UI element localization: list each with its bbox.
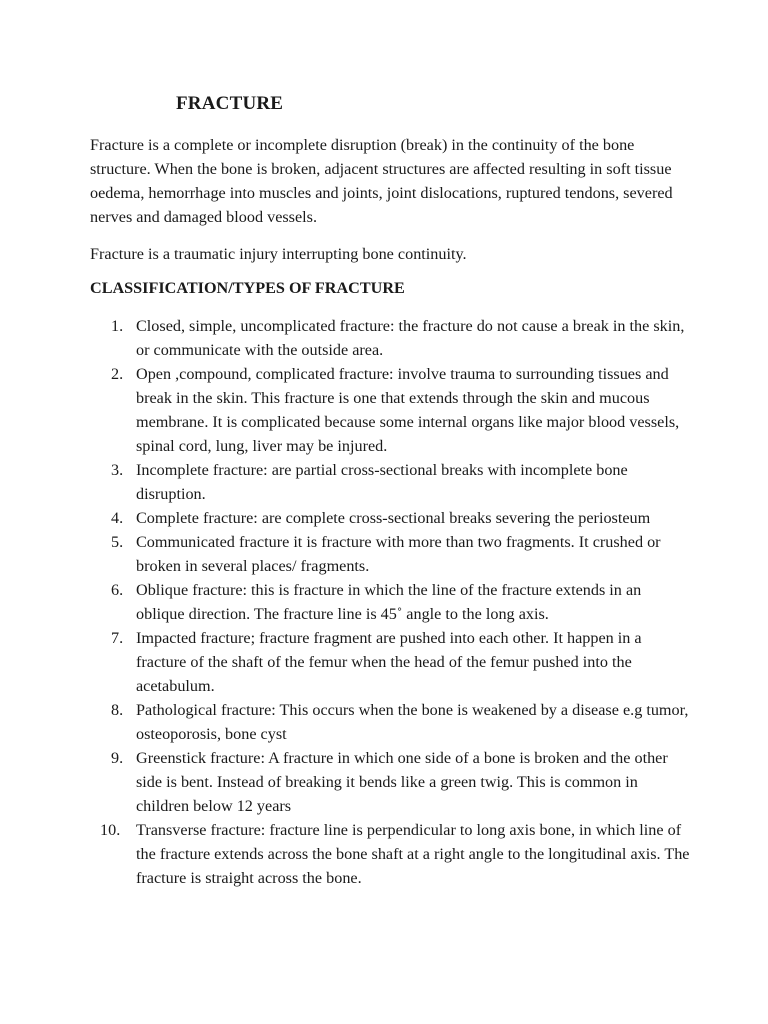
fracture-types-list: [90, 314, 690, 890]
list-item: [90, 746, 690, 818]
list-item: [90, 530, 690, 578]
summary-paragraph: Fracture is a traumatic injury interrupting bone continuity.: [90, 245, 467, 263]
list-item: [90, 578, 690, 626]
list-item-text: Closed, simple, uncomplicated fracture: the fracture do not cause a break in the skin, or communicate with the outside area.: [136, 317, 685, 359]
classification-heading: CLASSIFICATION/TYPES OF FRACTURE: [90, 279, 405, 297]
list-item-text: Incomplete fracture: are partial cross-sectional breaks with incomplete bone disruption.: [136, 461, 628, 503]
list-item: [90, 698, 690, 746]
list-item-text: Pathological fracture: This occurs when the bone is weakened by a disease e.g tumor, osteoporosis, bone cyst: [136, 701, 689, 743]
list-item-text: Transverse fracture: fracture line is perpendicular to long axis bone, in which line of the fracture extends across the bone shaft at a right angle to the longitudinal axis. The fracture is straight across the bone.: [136, 821, 690, 887]
list-item-text: Complete fracture: are complete cross-sectional breaks severing the periosteum: [136, 509, 651, 527]
list-item: [90, 362, 690, 458]
list-item-number: 1.: [111, 317, 124, 335]
list-item-number: 10.: [100, 821, 121, 839]
list-item-number: 4.: [111, 509, 124, 527]
list-item-number: 3.: [111, 461, 124, 479]
list-item-text: Impacted fracture; fracture fragment are pushed into each other. It happen in a fracture of the shaft of the femur when the head of the femur pushed into the acetabulum.: [136, 629, 642, 695]
list-item-text: Communicated fracture it is fracture with more than two fragments. It crushed or broken in several places/ fragments.: [136, 533, 661, 575]
list-item: [90, 506, 690, 530]
list-item-text: Open ,compound, complicated fracture: involve trauma to surrounding tissues and break in the skin. This fracture is one that extends through the skin and mucous membrane. It is complicated because some internal organs like major blood vessels, spinal cord, lung, liver may be injured.: [136, 365, 680, 455]
list-item-number: 2.: [111, 365, 124, 383]
list-item-number: 8.: [111, 701, 124, 719]
list-item-text: Oblique fracture: this is fracture in which the line of the fracture extends in an oblique direction. The fracture line is 45˚ angle to the long axis.: [136, 581, 642, 623]
list-item-text: Greenstick fracture: A fracture in which one side of a bone is broken and the other side is bent. Instead of breaking it bends like a green twig. This is common in children below 12 years: [136, 749, 668, 815]
list-item: [90, 314, 690, 362]
document-title: FRACTURE: [176, 93, 284, 114]
list-item-number: 9.: [111, 749, 124, 767]
list-item: [90, 818, 690, 890]
list-item: [90, 458, 690, 506]
definition-paragraph: Fracture is a complete or incomplete disruption (break) in the continuity of the bone structure. When the bone is broken, adjacent structures are affected resulting in soft tissue oedema, hemorrhage into muscles and joints, joint dislocations, ruptured tendons, severed nerves and damaged blood vessels.: [90, 136, 673, 226]
list-item-number: 5.: [111, 533, 124, 551]
list-item: [90, 626, 690, 698]
list-item-number: 6.: [111, 581, 124, 599]
list-item-number: 7.: [111, 629, 124, 647]
